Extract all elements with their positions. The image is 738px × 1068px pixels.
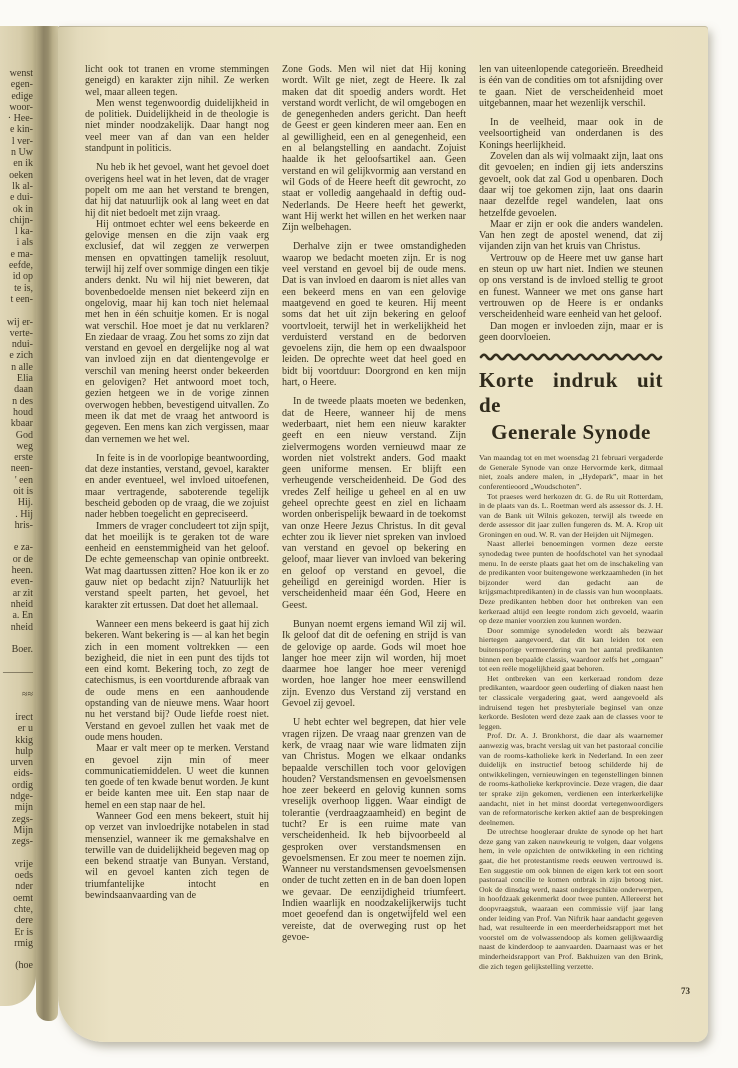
spine-fragment: ok in bbox=[12, 203, 33, 215]
body-paragraph: Men wenst tegenwoordig duidelijkheid in de politiek. Duidelijkheid in de theologie is niet minder noodzakelijk. Daar hangt nog veel meer van af dan van een helder standpunt in politicis. bbox=[85, 97, 269, 155]
article-paragraph: Prof. Dr. A. J. Bronkhorst, die daar als waarnemer aanwezig was, bracht verslag uit van het pastoraal concilie van de rooms-katholieke kerk in Nederland. In een zeer duidelijk en instructief betoog schilderde hij de ontwikkelingen, vernieuwingen en tegenstellingen binnen de rooms-katholieke kerkprovincie. Deze vragen, die daar ter sprake zijn gekomen, verdienen een interkerkelijke aandacht, niet in het minst doordat vertegenwoordigers van de reformatorische kerken aktief aan de besprekingen deelnemen. bbox=[479, 731, 663, 827]
article-paragraph: Van maandag tot en met woensdag 21 februari vergaderde de Generale Synode van onze Hervormde kerk, ditmaal niet, zoals andere malen, in „Hydepark”, maar in het conferentieoord „Woudschoten”. bbox=[479, 453, 663, 491]
spine-fragment: irect bbox=[15, 711, 33, 723]
body-paragraph: Maar er zijn er ook die anders wandelen. Van hen zegt de apostel wenend, dat zij vijanden zijn van het kruis van Christus. bbox=[479, 218, 663, 253]
text-column-3 bbox=[479, 64, 663, 1032]
spine-fragment: chte, bbox=[13, 903, 33, 915]
spine-fragment: · Hee- bbox=[7, 113, 33, 125]
spine-fragment: daan bbox=[14, 384, 33, 396]
spine-fragment: even- bbox=[10, 576, 33, 588]
body-paragraph: In de veelheid, maar ook in de veelsoortigheid van onderdanen is des Konings heerlijkheid. bbox=[479, 117, 663, 151]
body-paragraph: Wanneer een mens bekeerd is gaat hij zich bekeren. Want bekering is — al kan het begin zich in een moment voltrekken — een bezigheid, die niet in een punt des tijds tot een eind komt. Bekering toch, zo zegt de catechismus, is een voortdurende afbraak van de oude mens en een aanhoudende opstanding van de nieuwe mens. Waar hoort nu het verstand bij? Oude liefde roest niet. Verstand en gevoel zullen het vaak met de oude mens houden. bbox=[85, 618, 269, 743]
synode-article-body bbox=[479, 453, 663, 971]
spine-fragment: (hoe bbox=[15, 960, 33, 972]
spine-fragment: ar zit bbox=[12, 587, 33, 599]
spine-fragment: zegs- bbox=[11, 813, 33, 825]
spine-fragment bbox=[0, 949, 33, 960]
spine-fragment: i als bbox=[16, 237, 33, 249]
spine-fragment: rmig bbox=[14, 937, 33, 949]
spine-fragment: nder bbox=[15, 881, 33, 893]
page-number: 73 bbox=[681, 986, 690, 996]
article-heading-line-1: Korte indruk uit de bbox=[479, 368, 663, 418]
spine-fragment: erste bbox=[14, 452, 33, 464]
spine-fragment: or de bbox=[12, 553, 33, 565]
wavy-divider-icon bbox=[479, 352, 663, 361]
spine-fragment bbox=[0, 847, 33, 858]
spine-fragment: lk al- bbox=[12, 180, 33, 192]
spine-fragment: weg bbox=[16, 440, 33, 452]
spine-fragment: e ma- bbox=[10, 248, 33, 260]
body-paragraph: Nu heb ik het gevoel, want het gevoel doet overigens heel wat in het leven, dat de vrager popelt om me aan het verstand te brengen, dat hij dat natuurlijk ook al lang weet en dat hij dit niet bedoelt met zijn vraag. bbox=[85, 162, 269, 219]
spine-fragment: n alle bbox=[11, 361, 33, 373]
spine-fragment: God bbox=[15, 429, 33, 441]
spine-fragment bbox=[0, 701, 33, 712]
body-paragraph: Immers de vrager concludeert tot zijn spijt, dat het moeilijk is te geraken tot de ware eenheid en eenstemmigheid van het geloof. De echte gemeenschap van opinie ontbreekt. Wat mag daartussen zitten? Hoe kon ik er zo gauw niet op bedacht zijn? Natuurlijk het verstand speelt parten, het gevoel, het karakter zit ertussen. Dat doet het allemaal. bbox=[85, 520, 269, 611]
spine-fragment bbox=[0, 678, 33, 689]
article-paragraph: De utrechtse hoogleraar drukte de synode op het hart deze gang van zaken nauwkeurig te volgen, daar volgens hem, in vele opzichten de ontwikkeling in een richting gaat, die het protestantisme reeds eeuwen vertrouwd is. Een suggestie om ook binnen de eigen kerk tot een soort pastoraal concilie te komen ontbrak in zijn betoog niet. Ook de dinsdag werd, naast ondergeschikte onderwerpen, in hoofdzaak gekenmerkt door twee punten. Allereerst het doopvraagstuk, waaraan een commissie vijf jaar lang onder leiding van Prof. Van Niftrik haar aandacht gegeven had, wat resulteerde in een meerderheidsrapport met het voorstel om de volwassendoop als komen gelijkwaardig naast de kinderdoop te aanvaarden. Daarnaast was er het minderheidsrapport van Prof. Bakhuizen van den Brink, die zich tegen gelijkstelling verzette. bbox=[479, 827, 663, 971]
body-paragraph: Wanneer God een mens bekeert, stuit hij op verzet van invloedrijke notabelen in stad mensenziel, wanneer ik me gemakshalve en terwille van de duidelijkheid begeven mag op een bekend straatje van Bunyan. Verstand, wil en gevoel kanten zich tegen de triumfantelijke intocht en bewindsaanvaarding van de bbox=[85, 811, 269, 902]
spine-fragment: l ver- bbox=[11, 135, 33, 147]
article-paragraph: Tot praeses werd herkozen dr. G. de Ru uit Rotterdam, in de plaats van ds. L. Roetman werd als assessor ds. J. H. van de Bank uit Wilnis gekozen, terwijl als tweede en derde assessor dit jaar zullen fungeren ds. M. A. Krop uit Groningen en oud. W. R. van der Heijden uit Nijmegen. bbox=[479, 491, 663, 539]
spine-fragment: hris- bbox=[14, 519, 33, 531]
spine-fragment: ≈≈ bbox=[22, 689, 33, 701]
facing-page-edge bbox=[0, 26, 36, 1006]
spine-fragment bbox=[0, 305, 33, 316]
spine-fragment: Boer. bbox=[11, 644, 33, 656]
spine-fragment: heen. bbox=[11, 565, 33, 577]
spine-fragment: neen- bbox=[10, 463, 33, 475]
spine-fragment: id op bbox=[12, 271, 33, 283]
spine-fragment: oit is bbox=[13, 485, 33, 497]
article-paragraph: Naast allerlei benoemingen vormen deze eerste synodedag twee punten de hoofdschotel van het synodaal menu. In de eerste plaats gaat het om de inschakeling van de predikanten voor buitengewone werkzaamheden (in het bijzonder werd dan gedacht aan de krijgsmachtpredikanten) in de classis van hun woonplaats. Deze predikanten hebben door het ontbreken van een kerkeraad altijd een leegte rondom zich gevoeld, waarin op deze manier voorzien zou kunnen worden. bbox=[479, 539, 663, 626]
article-paragraph: Het ontbreken van een kerkeraad rondom deze predikanten, waardoor geen ouderling of diaken naast hen ter classicale vergadering gaat, werd aangevoeld als indruisend tegen het presbyteriale beginsel van onze kerkorde. Besloten werd deze zaak aan de classes voor te leggen. bbox=[479, 673, 663, 731]
body-paragraph: Hij ontmoet echter wel eens bekeerde en gelovige mensen en die zijn vaak erg exclusief, dat wil zeggen ze verwerpen mensen en opvattingen tamelijk resoluut, terwijl hij zelf over sommige dingen een tikje anders denkt. Nu wil hij niet beweren, dat bovenbedoelde mensen niet bekeerd zijn en ongelovig, maar hij kan toch niet helemaal met hen in één schuitje komen. Er is nogal wat verschil. Hoe moet je dat nu verklaren? En ziedaar de vraag. Zou het soms zo zijn dat verstand en gevoel en dergelijke nog al wat van invloed zijn en dat dientengevolge er verschil van mening heerst onder bekeerden en gelovigen? Het antwoord moet toch, gezien hetgeen we in de vorige zinnen overwogen hebben, bevestigend uitvallen. Zo meen ik dat met de vraag het antwoord is gegeven. Een mens kan zich vergissen, maar dan vernemen we het wel. bbox=[85, 218, 269, 445]
spine-fragment: wenst bbox=[9, 68, 33, 79]
spine-fragment: er u bbox=[17, 723, 33, 735]
spine-fragment: wij er- bbox=[6, 316, 33, 328]
spine-fragment: urven bbox=[10, 757, 33, 769]
spine-fragment: e dui- bbox=[9, 192, 33, 204]
spine-fragment: t een- bbox=[10, 293, 33, 305]
spine-fragment: eids- bbox=[13, 768, 33, 780]
spine-fragment: ——— bbox=[3, 666, 33, 678]
spine-fragment: zegs- bbox=[11, 836, 33, 848]
body-paragraph: Zovelen dan als wij volmaakt zijn, laat ons dit gevoelen; en indien gij iets anderszins gevoelt, ook dat zal God u openbaren. Doch daar wij toe gekomen zijn, laat ons daarin naar dezelfde regel wandelen, laat ons hetzelfde gevoelen. bbox=[479, 151, 663, 219]
spine-fragment: houd bbox=[13, 406, 33, 418]
body-paragraph: len van uiteenlopende categorieën. Breedheid is één van de condities om tot afsnijding over te gaan. Niet de verscheidenheid moet uitgebannen, maar het wezenlijk verschil. bbox=[479, 64, 663, 109]
spine-fragment: mijn bbox=[14, 802, 33, 814]
spine-fragment: ' een bbox=[14, 474, 33, 486]
body-paragraph: Bunyan noemt ergens iemand Wil zij wil. Ik geloof dat dit de oefening en strijd is van de gelovige op aarde. Gods wil moet hoe langer hoe meer zijn wil worden, hij moet daarmee hoe langer hoe meer verenigd worden, hoe langer hoe meer eenswillend zijn. Evenzo dus Verstand zij verstand en Gevoel zij gevoel. bbox=[282, 618, 466, 710]
spine-fragment: ndui- bbox=[11, 339, 33, 351]
body-paragraph: Zone Gods. Men wil niet dat Hij koning wordt. Wilt ge niet, zegt de Heere. Ik zal maken dat dit spoedig anders wordt. Het verstand wordt verlicht, de wil omgebogen en de genegenheden anders gericht. Dan heeft de Geest er geen kinderen meer aan. Een en al gewilligheid, een en al genegenheid, een en al belangstelling en aandacht. Zojuist haalde ik het geloofsartikel aan. Geen verstand en wil gelijkvormig aan verstand en wil Gods of de Heere heeft dit gewrocht, zo staat er volledig aangehaald in deftig oud-Nederlands. De Heere heeft het gewerkt, want Hij werkt het willen en het werken naar Zijn welbehagen. bbox=[282, 64, 466, 234]
spine-fragment: hulp bbox=[15, 745, 33, 757]
magazine-page bbox=[58, 26, 708, 1042]
spine-fragment: nheid bbox=[10, 598, 33, 610]
spine-fragment bbox=[0, 531, 33, 542]
spine-fragment: e za- bbox=[13, 542, 33, 554]
spine-fragment: chijn- bbox=[9, 214, 33, 226]
body-paragraph: Dan mogen er invloeden zijn, maar er is geen doorvloeien. bbox=[479, 320, 663, 343]
spine-fragment: Elia bbox=[16, 373, 33, 385]
body-paragraph: In de tweede plaats moeten we bedenken, dat de Heere, wanneer hij de mens wederbaart, niet hem een nieuw karakter geeft en een nieuw verstand. Zijn zielvermogens worden vernieuwd maar ze worden niet volstrekt anders. God maakt geen uniforme mensen. Er blijft een verheugende verscheidenheid. De God des vredes Zelf heilige u geheel en al en uw geheel oprechte geest en ziel en lichaam worden onberispelijk bewaard in de toekomst van onze Heere Jezus Christus. In dit geval echter zou ik liever niet spreken van invloed van verstand en gevoel op bekering en geloof, maar liever van invloed van bekering en geloof op verstand en gevoel, die geheiligd en gereinigd worden. Hier is verscheidenheid maar één God, Heere en Geest. bbox=[282, 396, 466, 611]
spine-fragment: ordig bbox=[11, 779, 33, 791]
spine-fragment: ndge- bbox=[10, 791, 33, 802]
spine-fragment: . Hij bbox=[15, 508, 33, 520]
spine-fragment: a. En bbox=[12, 610, 33, 622]
spine-fold-shadow bbox=[36, 26, 58, 1021]
text-column-2 bbox=[282, 64, 466, 1032]
body-paragraph: licht ook tot tranen en vrome stemmingen geneigd) en karakter zijn nihil. Ze werken wel, maar alleen tegen. bbox=[85, 64, 269, 98]
spine-fragment: verte- bbox=[9, 327, 33, 339]
text-column-3-top bbox=[479, 64, 663, 343]
spine-fragment: Hij. bbox=[17, 497, 33, 509]
spine-fragment: Mijn bbox=[13, 824, 33, 836]
spine-fragment: l ka- bbox=[14, 226, 33, 238]
spine-fragment: n Uw bbox=[11, 147, 33, 159]
spine-fragment: oemt bbox=[13, 892, 33, 904]
spine-fragment: te is, bbox=[14, 282, 33, 294]
spine-fragment: eefde, bbox=[8, 260, 33, 272]
body-paragraph: Vertrouw op de Heere met uw ganse hart en steun op uw hart niet. Indien we steunen op ons verstand is de invloed stellig te groot en funest. Wanneer we met ons ganse hart vertrouwen op de Heere is er ondanks verscheidenheid ware eenheid van het geloof. bbox=[479, 252, 663, 321]
spine-fragment: oeds bbox=[14, 870, 33, 882]
article-paragraph: Door sommige synodeleden wordt als bezwaar hiertegen aangevoerd, dat dit kan leiden tot een buitensporige vermeerdering van het aantal predikanten binnen een bepaalde classis, waardoor zelfs het „omgaan” tot een reële mogelijkheid gaat behoren. bbox=[479, 625, 663, 674]
text-column-1 bbox=[85, 64, 269, 1032]
body-paragraph: Maar er valt meer op te merken. Verstand en gevoel zijn min of meer communicatiemiddelen. U weet die kunnen ten goede of ten kwade benut worden. Je kunt er beide kanten mee uit. Een stap naar de hemel en een stap naar de hel. bbox=[85, 743, 269, 811]
spine-fragment: n des bbox=[12, 395, 33, 407]
spine-fragment: Er is bbox=[14, 926, 33, 938]
spine-fragment: vrije bbox=[14, 858, 33, 870]
spine-fragment: oeken bbox=[9, 169, 33, 181]
spine-fragment: kbaar bbox=[10, 418, 33, 430]
spine-fragment: edige bbox=[11, 90, 33, 102]
spine-fragment bbox=[0, 655, 33, 666]
spine-fragment bbox=[0, 633, 33, 644]
text-columns bbox=[58, 26, 708, 1032]
article-heading-line-2: Generale Synode bbox=[491, 420, 651, 445]
body-paragraph: U hebt echter wel begrepen, dat hier vele vragen rijzen. De vraag naar grenzen van de kerk, de vraag naar wie ware lidmaten zijn van Christus. Mogen we elkaar ondanks bepaalde verschillen toch voor gelovigen houden? Verstandsmensen en gevoelsmensen hoe zeer bekeerd en gelovig kunnen soms vreselijk overhoop liggen. Waar eindigt de tolerantie (verdraagzaamheid) en begint de tucht? Er is een ruime mate van verscheidenheid. Ik heb bijvoorbeeld al gesproken over verstandsmensen en gevoelsmensen. Er zou meer te noemen zijn. Wanneer nu verstandsmensen gevoelsmensen onder de tucht zetten en in de ban doen lopen we gevaar. De eenzijdigheid triumfeert. Indien waarlijk en noodzakelijkerwijs tucht moet geoefend dan is ongetwijfeld wel een vereiste, dat de overweging rust op het gevoe- bbox=[282, 717, 466, 943]
spine-fragment: dere bbox=[15, 915, 33, 927]
article-heading bbox=[479, 368, 663, 445]
spine-fragment: egen- bbox=[10, 79, 33, 91]
body-paragraph: Derhalve zijn er twee omstandigheden waarop we bedacht moeten zijn. Er is nog veel verstand en gevoel bij de oude mens. Dat is van invloed en daarom is niet alles van een bekeerd mens en van een gelovige maatgevend en goed te keuren. Hij meent soms dat het uit zijn bekering en geloof voortvloeit, terwijl het in werkelijkheid het verduisterd verstand en de bedorven gevoelens zijn, die hem op een dwaalspoor leiden. De oprechte weet dat heel goed en bidt bij voortduur: Doorgrond en ken mijn hart, o Heere. bbox=[282, 241, 466, 389]
spine-fragment: kkig bbox=[15, 734, 33, 746]
spine-fragment: nheid bbox=[10, 621, 33, 633]
page-spread bbox=[0, 26, 708, 1046]
body-paragraph: In feite is in de voorlopige beantwoording, dat deze instanties, verstand, gevoel, karakter en ander eventueel, wel invloed uitoefenen, maar vertragende, saboterende tegelijk bescheid geboden op de vraag, die we zojuist nader hebben toegelicht en gepreciseerd. bbox=[85, 452, 269, 521]
spine-fragment: en ik bbox=[13, 158, 33, 170]
spine-fragment: e kin- bbox=[9, 124, 33, 136]
spine-fragment: woor- bbox=[9, 101, 33, 113]
spine-fragment: e zich bbox=[9, 350, 33, 362]
